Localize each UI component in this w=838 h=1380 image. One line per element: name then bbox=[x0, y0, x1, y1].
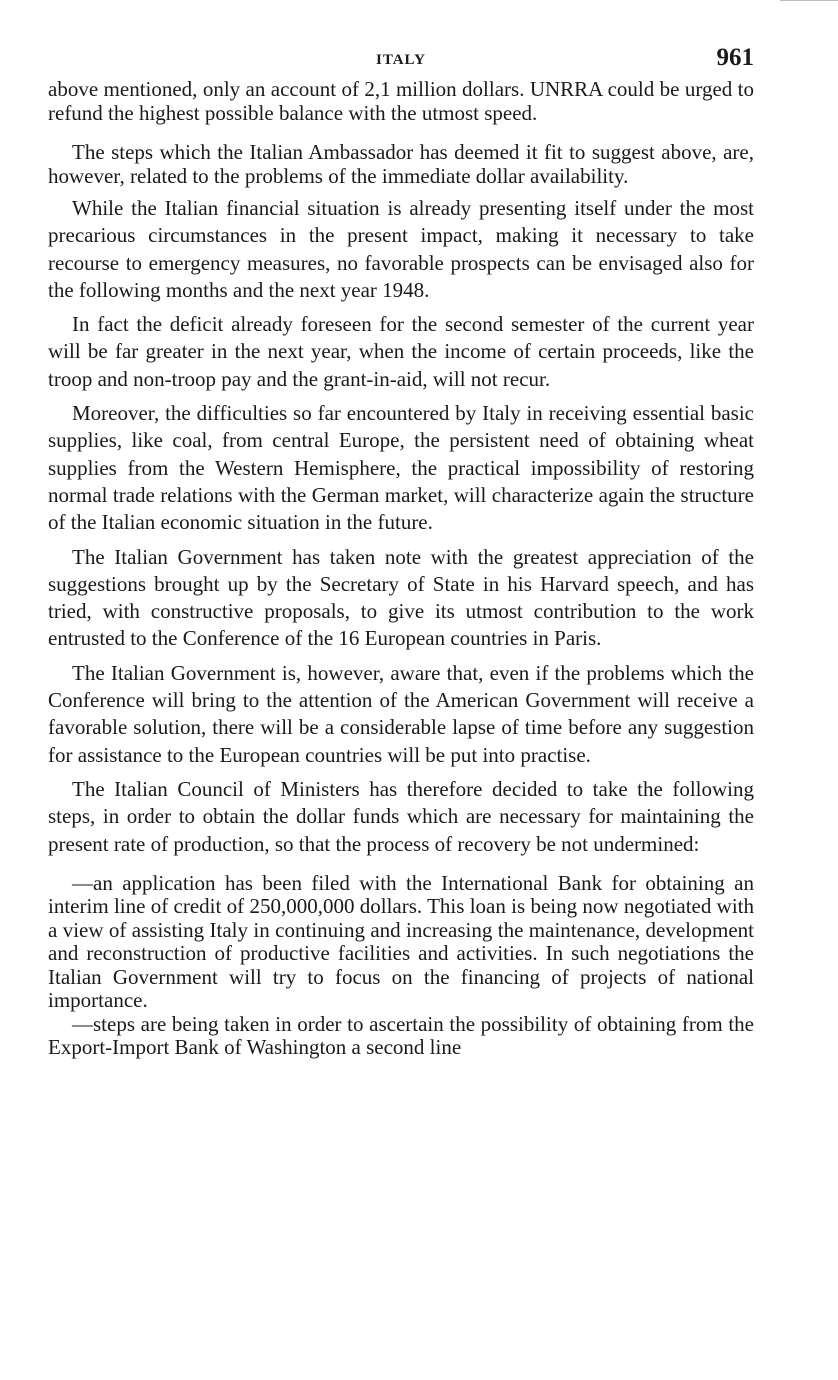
document-page bbox=[48, 44, 754, 1060]
paragraph-ambassador-steps: The steps which the Italian Ambassador has deemed it fit to suggest above, are, however, related to the problems of the immediate dollar availability. bbox=[48, 140, 754, 188]
paragraph-harvard-speech: The Italian Government has taken note with the greatest appreciation of the suggestions brought up by the Secretary of State in his Harvard speech, and has tried, with constructive proposals, to give its utmost contribution to the work entrusted to the Conference of the 16 European countries in Paris. bbox=[48, 544, 754, 651]
paragraph-continuation: above mentioned, only an account of 2,1 million dollars. UNRRA could be urged to refund the highest possible balance with the utmost speed. bbox=[48, 77, 754, 125]
paragraph-conference-awareness: The Italian Government is, however, aware that, even if the problems which the Conference will bring to the attention of the American Government will receive a favorable solution, there will be a considerable lapse of time before any suggestion for assistance to the European countries will be put into practise. bbox=[48, 660, 754, 767]
page-number: 961 bbox=[716, 44, 754, 71]
paragraph-deficit: In fact the deficit already foreseen for the second semester of the current year will be far greater in the next year, when the income of certain proceeds, like the troop and non-troop pay and the grant-in-aid, will not recur. bbox=[48, 312, 754, 391]
paragraph-council-decision: The Italian Council of Ministers has therefore decided to take the following steps, in order to obtain the dollar funds which are necessary for maintaining the present rate of production, so that the process of recovery be not undermined: bbox=[48, 776, 754, 856]
paragraph-difficulties: Moreover, the difficulties so far encountered by Italy in receiving essential basic supplies, like coal, from central Europe, the persistent need of obtaining wheat supplies from the Western Hemisphere, the practical impossibility of restoring normal trade relations with the German market, will characterize again the structure of the Italian economic situation in the future. bbox=[48, 401, 754, 535]
paragraph-financial-situation: While the Italian financial situation is already presenting itself under the most precarious circumstances in the present impact, making it necessary to take recourse to emergency measures, no favorable prospects can be envisaged also for the following months and the next year 1948. bbox=[48, 196, 754, 302]
list-item-international-bank: —an application has been filed with the International Bank for obtaining an interim line of credit of 250,000,000 dollars. This loan is being now negotiated with a view of assisting Italy in continuing and increasing the maintenance, development and reconstruction of productive facilities and activities. In such negotiations the Italian Government will try to focus on the financing of projects of national importance. bbox=[48, 870, 754, 1013]
list-item-export-import-bank: —steps are being taken in order to ascertain the possibility of obtaining from the Export-Import Bank of Washington a second line bbox=[48, 1011, 754, 1060]
scan-edge-line bbox=[780, 0, 838, 1]
running-head-title: ITALY bbox=[375, 52, 427, 68]
running-head bbox=[48, 44, 754, 78]
